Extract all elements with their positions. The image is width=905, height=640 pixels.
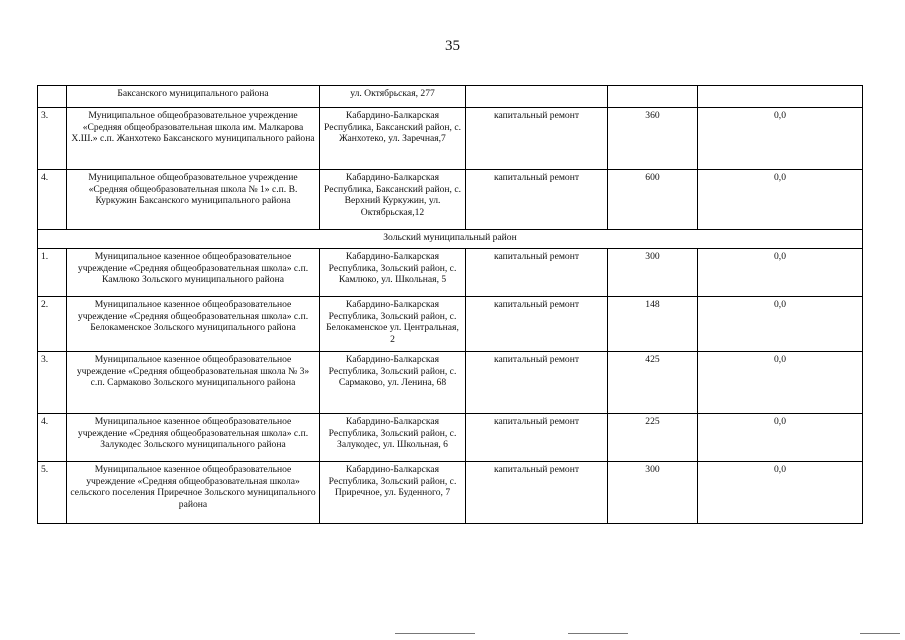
school-name: Муниципальное казенное общеобразовательное учреждение «Средняя общеобразовательная школа» сельского поселения Приречное Зольского муниципального района xyxy=(67,462,320,524)
page-number: 35 xyxy=(445,38,460,54)
row-number: 4. xyxy=(38,170,67,230)
table-row xyxy=(38,352,863,414)
section-title: Зольский муниципальный район xyxy=(38,230,863,249)
row-number: 2. xyxy=(38,297,67,352)
school-address: ул. Октябрьская, 277 xyxy=(320,86,466,108)
table-row xyxy=(38,297,863,352)
table-row xyxy=(38,414,863,462)
row-number: 4. xyxy=(38,414,67,462)
school-address: Кабардино-Балкарская Республика, Баксанский район, с. Верхний Куркужин, ул. Октябрьская,12 xyxy=(320,170,466,230)
school-address: Кабардино-Балкарская Республика, Зольский район, с. Камлюко, ул. Школьная, 5 xyxy=(320,249,466,297)
value-amount: 0,0 xyxy=(698,297,863,352)
work-type: капитальный ремонт xyxy=(466,352,608,414)
scan-artifact-line xyxy=(860,633,900,634)
value-amount: 0,0 xyxy=(698,414,863,462)
schools-table xyxy=(37,85,863,524)
work-type: капитальный ремонт xyxy=(466,108,608,170)
table-row xyxy=(38,170,863,230)
value-count: 600 xyxy=(608,170,698,230)
value-amount: 0,0 xyxy=(698,108,863,170)
school-name: Баксанского муниципального района xyxy=(67,86,320,108)
value-amount xyxy=(698,86,863,108)
row-number: 3. xyxy=(38,352,67,414)
row-number: 1. xyxy=(38,249,67,297)
value-count: 148 xyxy=(608,297,698,352)
row-number: 3. xyxy=(38,108,67,170)
school-address: Кабардино-Балкарская Республика, Зольский район, с. Залукодес, ул. Школьная, 6 xyxy=(320,414,466,462)
value-amount: 0,0 xyxy=(698,352,863,414)
scan-artifact-line xyxy=(568,633,628,634)
value-count xyxy=(608,86,698,108)
school-name: Муниципальное казенное общеобразовательное учреждение «Средняя общеобразовательная школа» с.п. Белокаменское Зольского муниципального района xyxy=(67,297,320,352)
work-type: капитальный ремонт xyxy=(466,297,608,352)
school-name: Муниципальное общеобразовательное учреждение «Средняя общеобразовательная школа им. Малкарова Х.Ш.» с.п. Жанхотеко Баксанского муниципального района xyxy=(67,108,320,170)
school-name: Муниципальное общеобразовательное учреждение «Средняя общеобразовательная школа № 1» с.п. В. Куркужин Баксанского муниципального района xyxy=(67,170,320,230)
work-type: капитальный ремонт xyxy=(466,249,608,297)
school-name: Муниципальное казенное общеобразовательное учреждение «Средняя общеобразовательная школа № 3» с.п. Сармаково Зольского муниципального района xyxy=(67,352,320,414)
school-address: Кабардино-Балкарская Республика, Зольский район, с. Белокаменское ул. Центральная, 2 xyxy=(320,297,466,352)
work-type: капитальный ремонт xyxy=(466,414,608,462)
section-header-row xyxy=(38,230,863,249)
value-count: 225 xyxy=(608,414,698,462)
school-address: Кабардино-Балкарская Республика, Зольский район, с. Сармаково, ул. Ленина, 68 xyxy=(320,352,466,414)
row-number xyxy=(38,86,67,108)
school-name: Муниципальное казенное общеобразовательное учреждение «Средняя общеобразовательная школа» с.п. Залукодес Зольского муниципального района xyxy=(67,414,320,462)
school-address: Кабардино-Балкарская Республика, Баксанский район, с. Жанхотеко, ул. Заречная,7 xyxy=(320,108,466,170)
table-row xyxy=(38,462,863,524)
work-type xyxy=(466,86,608,108)
value-count: 425 xyxy=(608,352,698,414)
table-row xyxy=(38,108,863,170)
work-type: капитальный ремонт xyxy=(466,170,608,230)
table-row xyxy=(38,86,863,108)
value-count: 300 xyxy=(608,249,698,297)
value-amount: 0,0 xyxy=(698,170,863,230)
value-count: 360 xyxy=(608,108,698,170)
row-number: 5. xyxy=(38,462,67,524)
school-address: Кабардино-Балкарская Республика, Зольский район, с. Приречное, ул. Буденного, 7 xyxy=(320,462,466,524)
value-count: 300 xyxy=(608,462,698,524)
work-type: капитальный ремонт xyxy=(466,462,608,524)
scan-artifact-line xyxy=(395,633,475,634)
value-amount: 0,0 xyxy=(698,462,863,524)
school-name: Муниципальное казенное общеобразовательное учреждение «Средняя общеобразовательная школа» с.п. Камлюко Зольского муниципального района xyxy=(67,249,320,297)
table-row xyxy=(38,249,863,297)
value-amount: 0,0 xyxy=(698,249,863,297)
